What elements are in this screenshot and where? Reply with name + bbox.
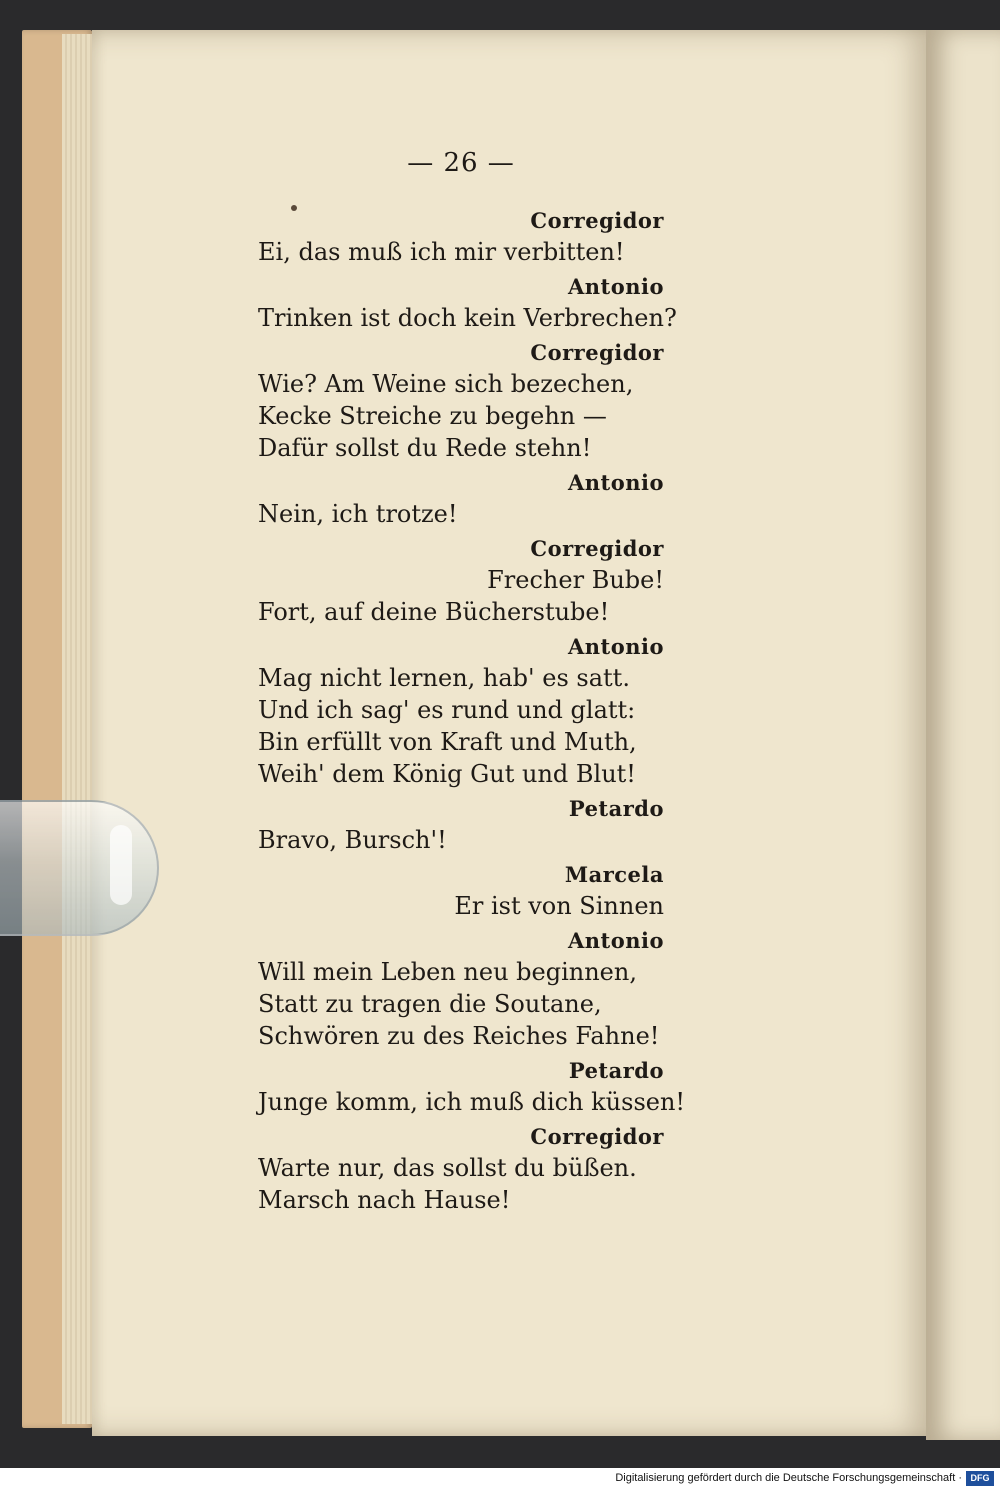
footer-bar xyxy=(0,1468,1000,1491)
verse-line: Dafür sollst du Rede stehn! xyxy=(258,434,592,462)
speaker-name: Marcela xyxy=(564,862,664,887)
speaker-name: Antonio xyxy=(567,928,664,953)
verse-line: Ei, das muß ich mir verbitten! xyxy=(258,238,625,266)
verse-line: Schwören zu des Reiches Fahne! xyxy=(258,1022,660,1050)
page-holder-clip xyxy=(0,800,159,936)
speaker-name: Antonio xyxy=(567,274,664,299)
speaker-name: Corregidor xyxy=(530,208,664,233)
verse-line: Trinken ist doch kein Verbrechen? xyxy=(258,304,677,332)
verse-line: Kecke Streiche zu begehn — xyxy=(258,402,607,430)
verse-line: Er ist von Sinnen xyxy=(454,892,664,920)
verse-line: Bravo, Bursch'! xyxy=(258,826,447,854)
verse-line: Fort, auf deine Bücherstube! xyxy=(258,598,610,626)
dialogue-text xyxy=(258,206,686,1216)
verse-line: Marsch nach Hause! xyxy=(258,1186,511,1214)
facing-page-edge xyxy=(926,30,1000,1440)
page-content xyxy=(258,148,686,1216)
speaker-name: Corregidor xyxy=(530,1124,664,1149)
verse-line: Nein, ich trotze! xyxy=(258,500,458,528)
verse-line: Will mein Leben neu beginnen, xyxy=(258,958,637,986)
verse-line: Junge komm, ich muß dich küssen! xyxy=(258,1088,686,1116)
verse-line: Und ich sag' es rund und glatt: xyxy=(258,696,636,724)
speaker-name: Antonio xyxy=(567,470,664,495)
clip-highlight xyxy=(110,825,132,905)
verse-line: Frecher Bube! xyxy=(487,566,664,594)
speaker-name: Corregidor xyxy=(530,536,664,561)
verse-line: Weih' dem König Gut und Blut! xyxy=(258,760,636,788)
verse-line: Statt zu tragen die Soutane, xyxy=(258,990,602,1018)
verse-line: Bin erfüllt von Kraft und Muth, xyxy=(258,728,637,756)
verse-line: Warte nur, das sollst du büßen. xyxy=(258,1154,637,1182)
verse-line: Mag nicht lernen, hab' es satt. xyxy=(258,664,630,692)
dfg-logo: DFG xyxy=(966,1471,994,1486)
page-number: — 26 — xyxy=(407,148,515,178)
speaker-name: Corregidor xyxy=(530,340,664,365)
speaker-name: Petardo xyxy=(568,1058,664,1083)
speaker-name: Petardo xyxy=(568,796,664,821)
funding-credit: Digitalisierung gefördert durch die Deutsche Forschungsgemeinschaft · xyxy=(615,1472,962,1484)
verse-line: Wie? Am Weine sich bezechen, xyxy=(258,370,634,398)
speaker-name: Antonio xyxy=(567,634,664,659)
